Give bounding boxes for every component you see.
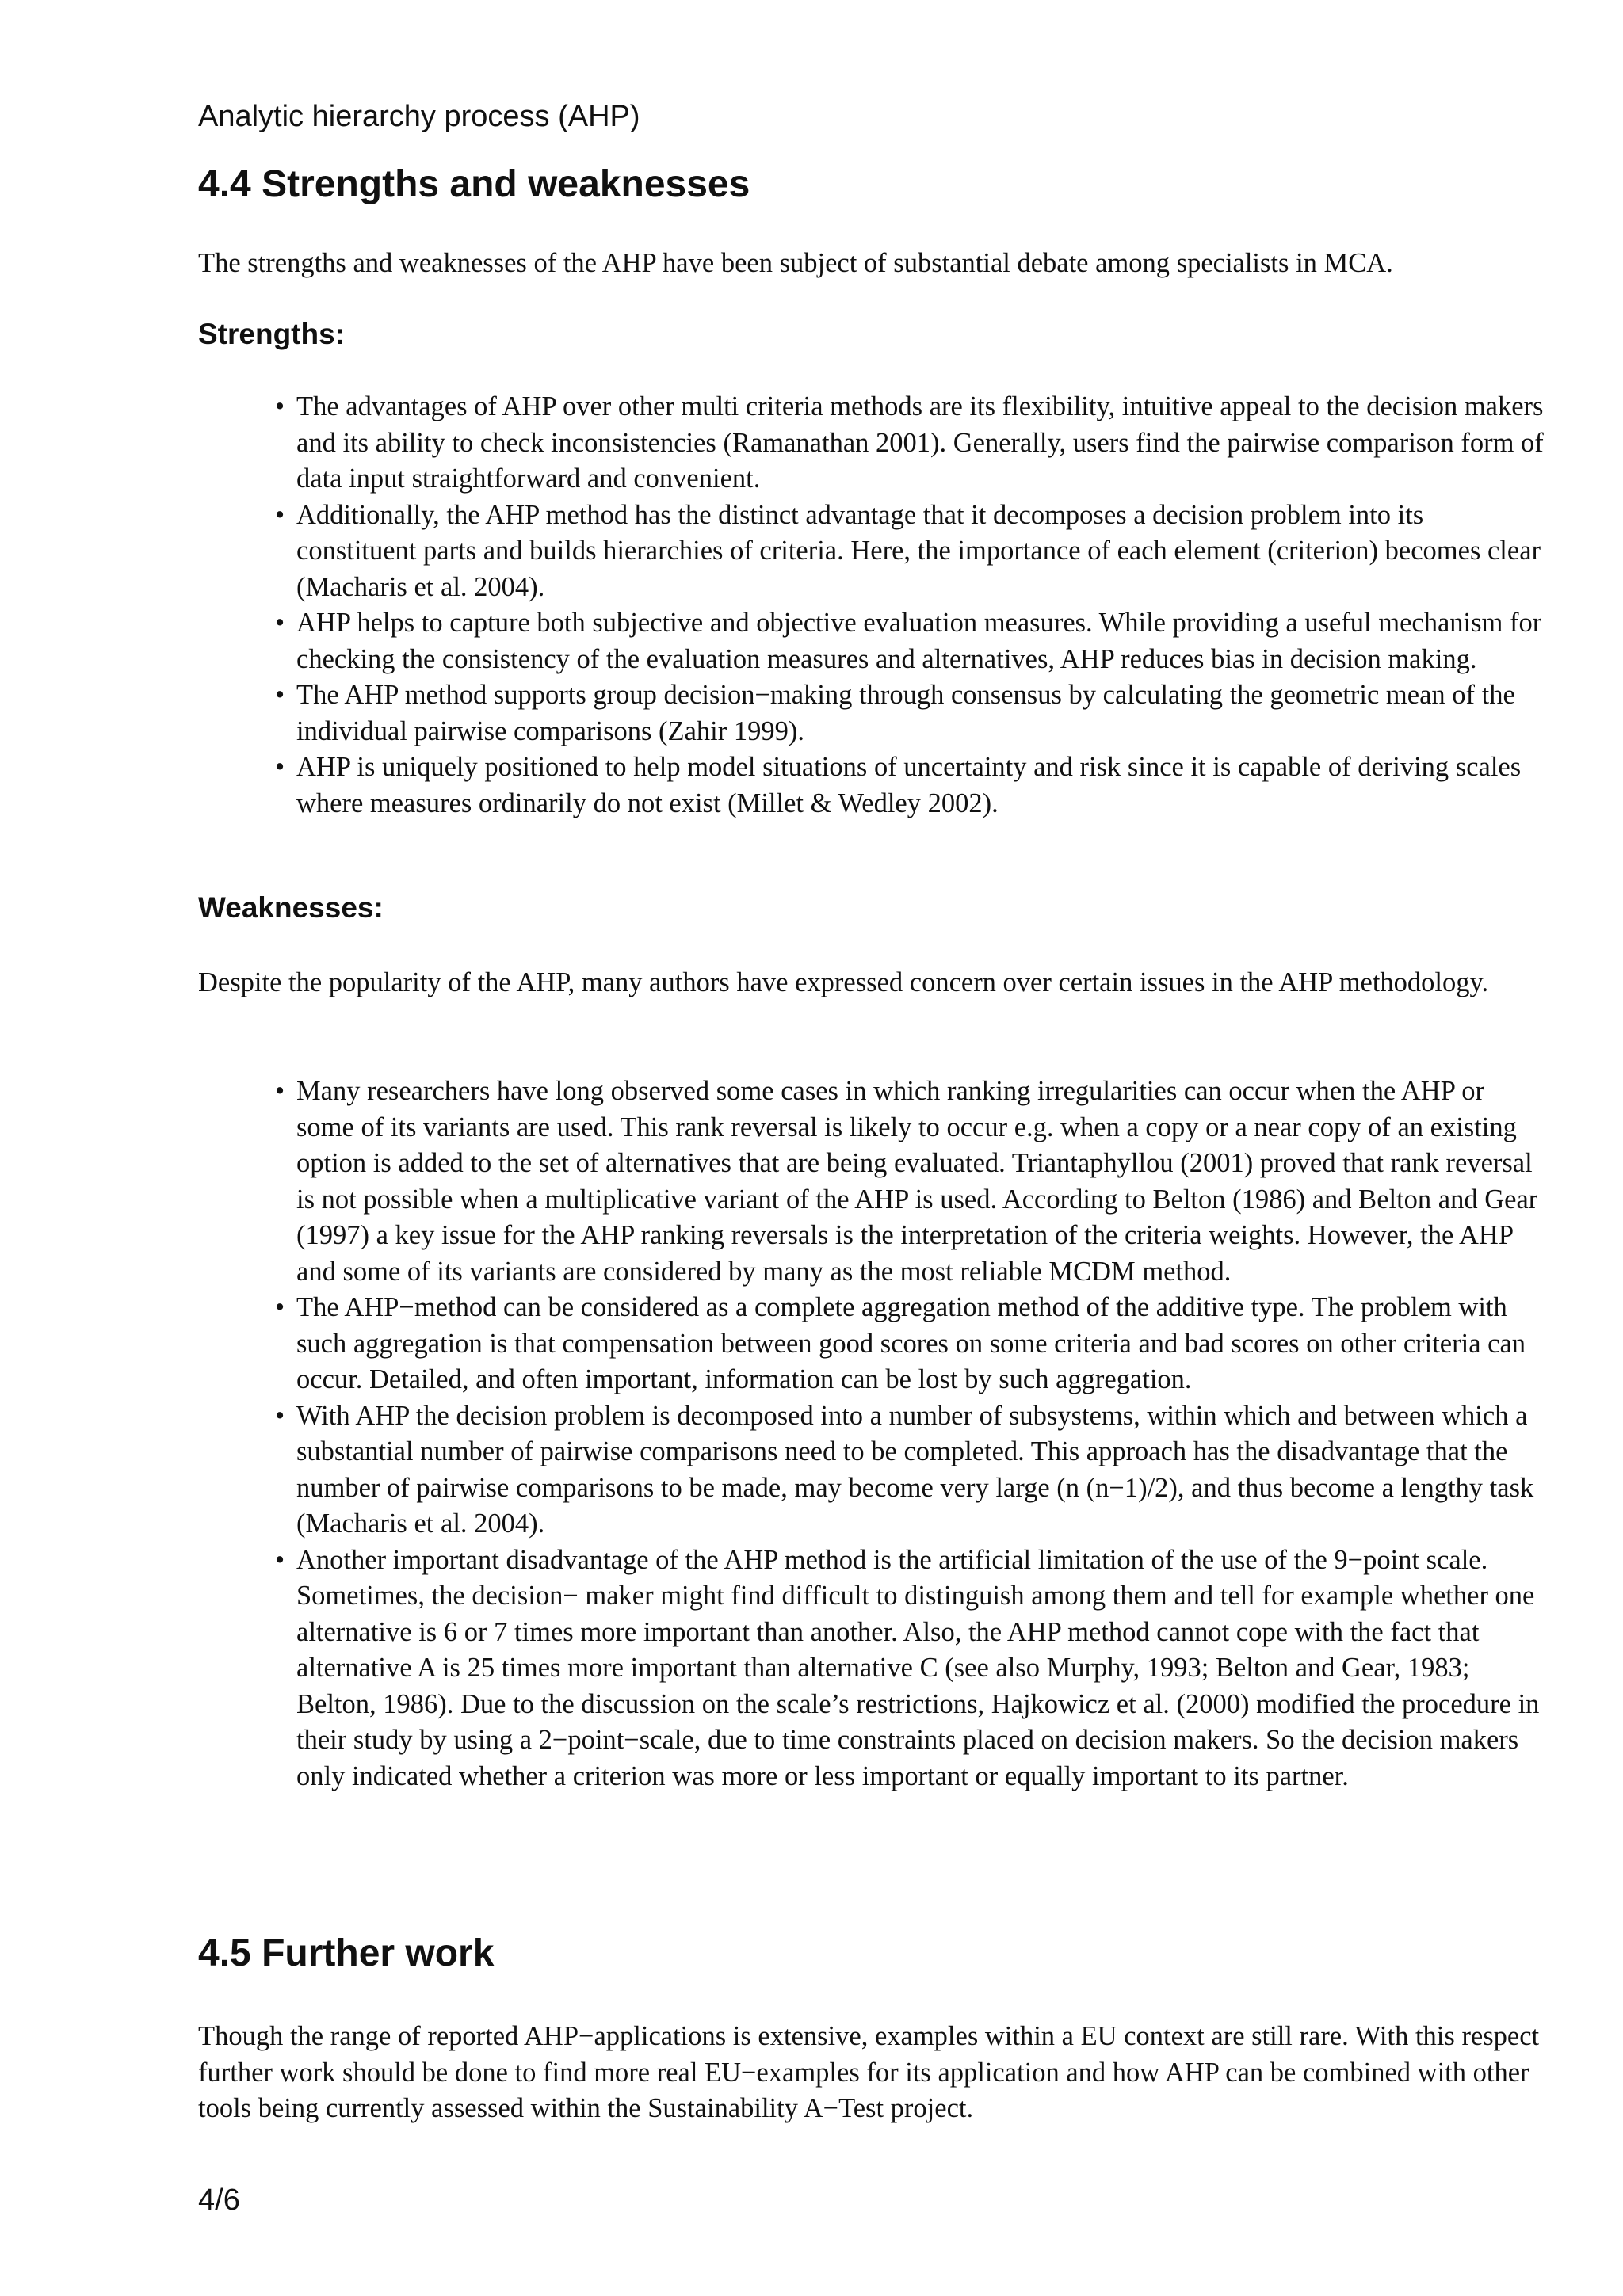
- list-item-text: The advantages of AHP over other multi criteria methods are its flexibility, intuitive appeal to the decision makers and its ability to check inconsistencies (Ramanathan 2001). Generally, users find the pairwise comparison form of data input straightforward and convenient.: [296, 391, 1544, 494]
- list-item: [198, 389, 1545, 498]
- bullet-icon: •: [275, 391, 285, 421]
- section-title-further-work: 4.5 Further work: [198, 1932, 495, 1974]
- bullet-icon: •: [275, 1076, 285, 1106]
- bullet-icon: •: [275, 499, 285, 530]
- list-item-text: Additionally, the AHP method has the distinct advantage that it decomposes a decision problem into its constituent parts and builds hierarchies of criteria. Here, the importance of each element (criterion) becomes clear (Macharis et al. 2004).: [296, 499, 1541, 602]
- list-item: [198, 498, 1545, 606]
- list-item-text: The AHP method supports group decision−making through consensus by calculating the geometric mean of the individual pairwise comparisons (Zahir 1999).: [296, 680, 1515, 746]
- list-item-text: AHP is uniquely positioned to help model situations of uncertainty and risk since it is capable of deriving scales where measures ordinarily do not exist (Millet & Wedley 2002).: [296, 752, 1522, 818]
- list-item: [198, 1398, 1545, 1543]
- further-work-paragraph: Though the range of reported AHP−applications is extensive, examples within a EU context are still rare. With this respect further work should be done to find more real EU−examples for its application and how AHP can be combined with other tools being currently assessed within the Sustainability A−Test project.: [198, 2021, 1540, 2123]
- bullet-icon: •: [275, 1544, 285, 1575]
- list-item: [198, 749, 1545, 822]
- list-item: [198, 677, 1545, 749]
- bullet-icon: •: [275, 1292, 285, 1322]
- bullet-icon: •: [275, 1400, 285, 1431]
- list-item: [198, 605, 1545, 677]
- list-item-text: With AHP the decision problem is decomposed into a number of subsystems, within which and between which a substantial number of pairwise comparisons need to be completed. This approach has the disadvantage that the number of pairwise comparisons to be made, may become very large (n (n−1)/2), and thus become a lengthy task (Macharis et al. 2004).: [296, 1400, 1534, 1539]
- strengths-list: [198, 389, 1545, 822]
- bullet-icon: •: [275, 608, 285, 638]
- weaknesses-list: [198, 1074, 1545, 1794]
- running-header: Analytic hierarchy process (AHP): [198, 100, 640, 133]
- list-item: [198, 1290, 1545, 1398]
- list-item-text: AHP helps to capture both subjective and objective evaluation measures. While providing a useful mechanism for checking the consistency of the evaluation measures and alternatives, AHP reduces bias in decision making.: [296, 608, 1542, 674]
- section-title-strengths-weaknesses: 4.4 Strengths and weaknesses: [198, 163, 750, 205]
- list-item: [198, 1543, 1545, 1795]
- bullet-icon: •: [275, 752, 285, 782]
- list-item-text: Many researchers have long observed some cases in which ranking irregularities can occur when the AHP or some of its variants are used. This rank reversal is likely to occur e.g. when a copy or a near copy of an existing option is added to the set of alternatives that are being evaluated. Triantaphyllou (2001) proved that rank reversal is not possible when a multiplicative variant of the AHP is used. According to Belton (1986) and Belton and Gear (1997) a key issue for the AHP ranking reversals is the interpretation of the criteria weights. However, the AHP and some of its variants are considered by many as the most reliable MCDM method.: [296, 1076, 1538, 1287]
- page-number: 4/6: [198, 2183, 240, 2217]
- list-item-text: Another important disadvantage of the AHP method is the artificial limitation of the use of the 9−point scale. Sometimes, the decision− maker might find difficult to distinguish among them and tell for example whether one alternative is 6 or 7 times more important than another. Also, the AHP method cannot cope with the fact that alternative A is 25 times more important than alternative C (see also Murphy, 1993; Belton and Gear, 1983; Belton, 1986). Due to the discussion on the scale’s restrictions, Hajkowicz et al. (2000) modified the procedure in their study by using a 2−point−scale, due to time constraints placed on decision makers. So the decision makers only indicated whether a criterion was more or less important or equally important to its partner.: [296, 1544, 1540, 1791]
- weaknesses-heading: Weaknesses:: [198, 891, 384, 924]
- strengths-heading: Strengths:: [198, 318, 345, 350]
- list-item: [198, 1074, 1545, 1290]
- bullet-icon: •: [275, 680, 285, 710]
- weaknesses-intro-paragraph: Despite the popularity of the AHP, many authors have expressed concern over certain issues in the AHP methodology.: [198, 967, 1489, 997]
- section-intro-paragraph: The strengths and weaknesses of the AHP have been subject of substantial debate among specialists in MCA.: [198, 248, 1393, 278]
- list-item-text: The AHP−method can be considered as a complete aggregation method of the additive type. The problem with such aggregation is that compensation between good scores on some criteria and bad scores on other criteria can occur. Detailed, and often important, information can be lost by such aggregation.: [296, 1292, 1526, 1394]
